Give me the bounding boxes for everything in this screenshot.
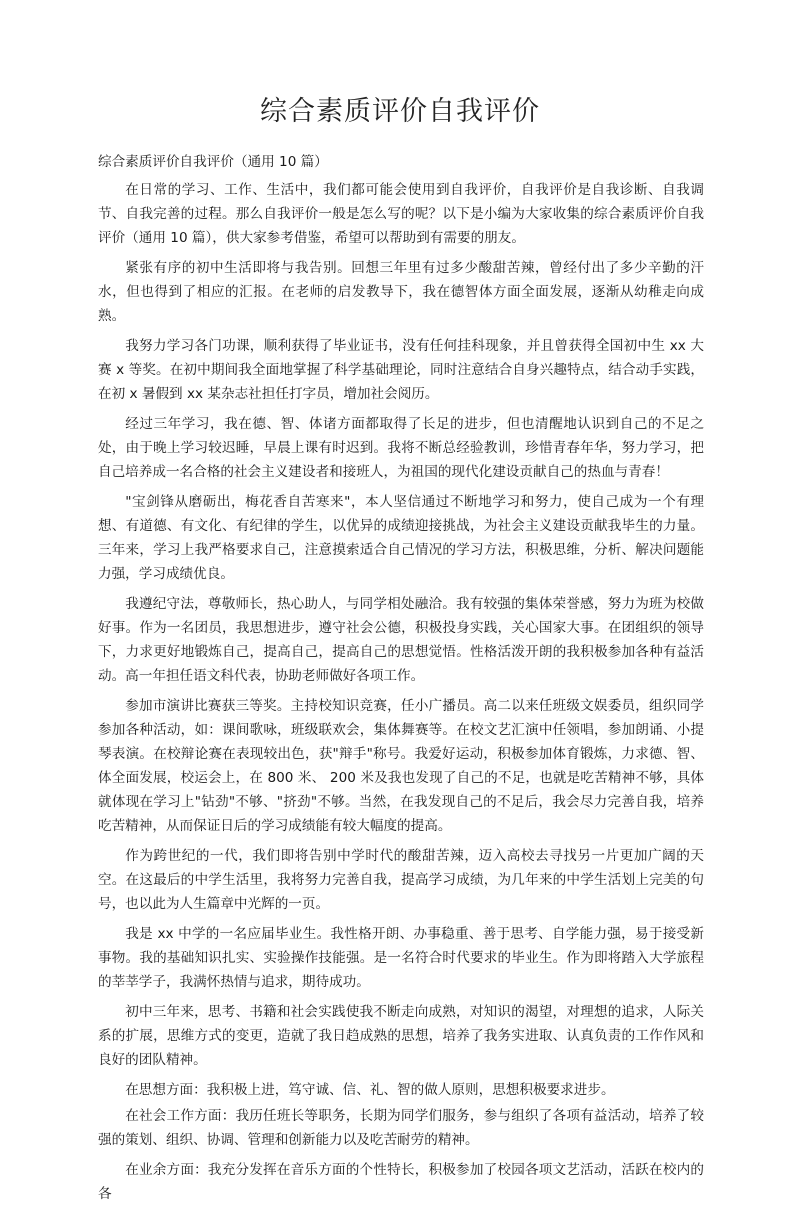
paragraph: 我努力学习各门功课，顺利获得了毕业证书，没有任何挂科现象，并且曾获得全国初中生 xx 大赛 x 等奖。在初中期间我全面地掌握了科学基础理论，同时注意结合自身兴趣特点，结合动手实践，在初 x 暑假到 xx 某杂志社担任打字员，增加社会阅历。 (98, 338, 704, 402)
paragraph-thought: 在思想方面：我积极上进，笃守诚、信、礼、智的做人原则，思想积极要求进步。 (125, 1082, 615, 1098)
paragraph: 紧张有序的初中生活即将与我告别。回想三年里有过多少酸甜苦辣，曾经付出了多少辛勤的汗水，但也得到了相应的汇报。在老师的启发教导下，我在德智体方面全面发展，逐渐从幼稚走向成熟。 (98, 260, 704, 324)
paragraph: 经过三年学习，我在德、智、体诸方面都取得了长足的进步，但也清醒地认识到自己的不足之处，由于晚上学习较迟睡，早晨上课有时迟到。我将不断总经验教训，珍惜青春年华，努力学习，把自己培养成一名合格的社会主义建设者和接班人，为祖国的现代化建设贡献自己的热血与青春！ (98, 416, 704, 480)
paragraph: 我是 xx 中学的一名应届毕业生。我性格开朗、办事稳重、善于思考、自学能力强，易于接受新事物。我的基础知识扎实、实验操作技能强。是一名符合时代要求的毕业生。作为即将踏入大学旅程的莘莘学子，我满怀热情与追求，期待成功。 (98, 926, 704, 990)
paragraph: 参加市演讲比赛获三等奖。主持校知识竞赛，任小广播员。高二以来任班级文娱委员，组织同学参加各种活动，如：课间歌咏，班级联欢会，集体舞赛等。在校文艺汇演中任领唱，参加朗诵、小提琴表演。在校辩论赛在表现较出色，获"辩手"称号。我爱好运动，积极参加体育锻炼，力求德、智、体全面发展，校运会上，在 800 米、 200 米及我也发现了自己的不足，也就是吃苦精神不够，具体就体现在学习上"钻劲"不够、"挤劲"不够。当然，在我发现自己的不足后，我会尽力完善自我，培养吃苦精神，从而保证日后的学习成绩能有较大幅度的提高。 (98, 698, 704, 834)
paragraph: 我遵纪守法，尊敬师长，热心助人，与同学相处融洽。我有较强的集体荣誉感，努力为班为校做好事。作为一名团员，我思想进步，遵守社会公德，积极投身实践，关心国家大事。在团组织的领导下，力求更好地锻炼自己，提高自己，提高自己的思想觉悟。性格活泼开朗的我积极参加各种有益活动。高一年担任语文科代表，协助老师做好各项工作。 (98, 596, 704, 684)
paragraph-leisure: 在业余方面：我充分发挥在音乐方面的个性特长，积极参加了校园各项文艺活动，活跃在校内的各 (98, 1162, 704, 1202)
paragraph-intro: 在日常的学习、工作、生活中，我们都可能会使用到自我评价，自我评价是自我诊断、自我调节、自我完善的过程。那么自我评价一般是怎么写的呢？以下是小编为大家收集的综合素质评价自我评价（通用 10 篇），供大家参考借鉴，希望可以帮助到有需要的朋友。 (98, 182, 704, 246)
document-subtitle: 综合素质评价自我评价（通用 10 篇） (98, 154, 328, 170)
document-body (98, 150, 704, 1212)
document-title: 综合素质评价自我评价 (260, 96, 540, 128)
paragraph: 作为跨世纪的一代，我们即将告别中学时代的酸甜苦辣，迈入高校去寻找另一片更加广阔的天空。在这最后的中学生活里，我将努力完善自我，提高学习成绩，为几年来的中学生活划上完美的句号，也以此为人生篇章中光辉的一页。 (98, 848, 704, 912)
paragraph: "宝剑锋从磨砺出，梅花香自苦寒来"，本人坚信通过不断地学习和努力，使自己成为一个有理想、有道德、有文化、有纪律的学生，以优异的成绩迎接挑战，为社会主义建设贡献我毕生的力量。三年来，学习上我严格要求自己，注意摸索适合自己情况的学习方法，积极思维，分析、解决问题能力强，学习成绩优良。 (98, 494, 704, 582)
paragraph-social-work: 在社会工作方面：我历任班长等职务，长期为同学们服务，参与组织了各项有益活动，培养了较强的策划、组织、协调、管理和创新能力以及吃苦耐劳的精神。 (98, 1108, 704, 1148)
paragraph: 初中三年来，思考、书籍和社会实践使我不断走向成熟，对知识的渴望，对理想的追求，人际关系的扩展，思维方式的变更，造就了我日趋成熟的思想，培养了我务实进取、认真负责的工作作风和良好的团队精神。 (98, 1004, 704, 1068)
